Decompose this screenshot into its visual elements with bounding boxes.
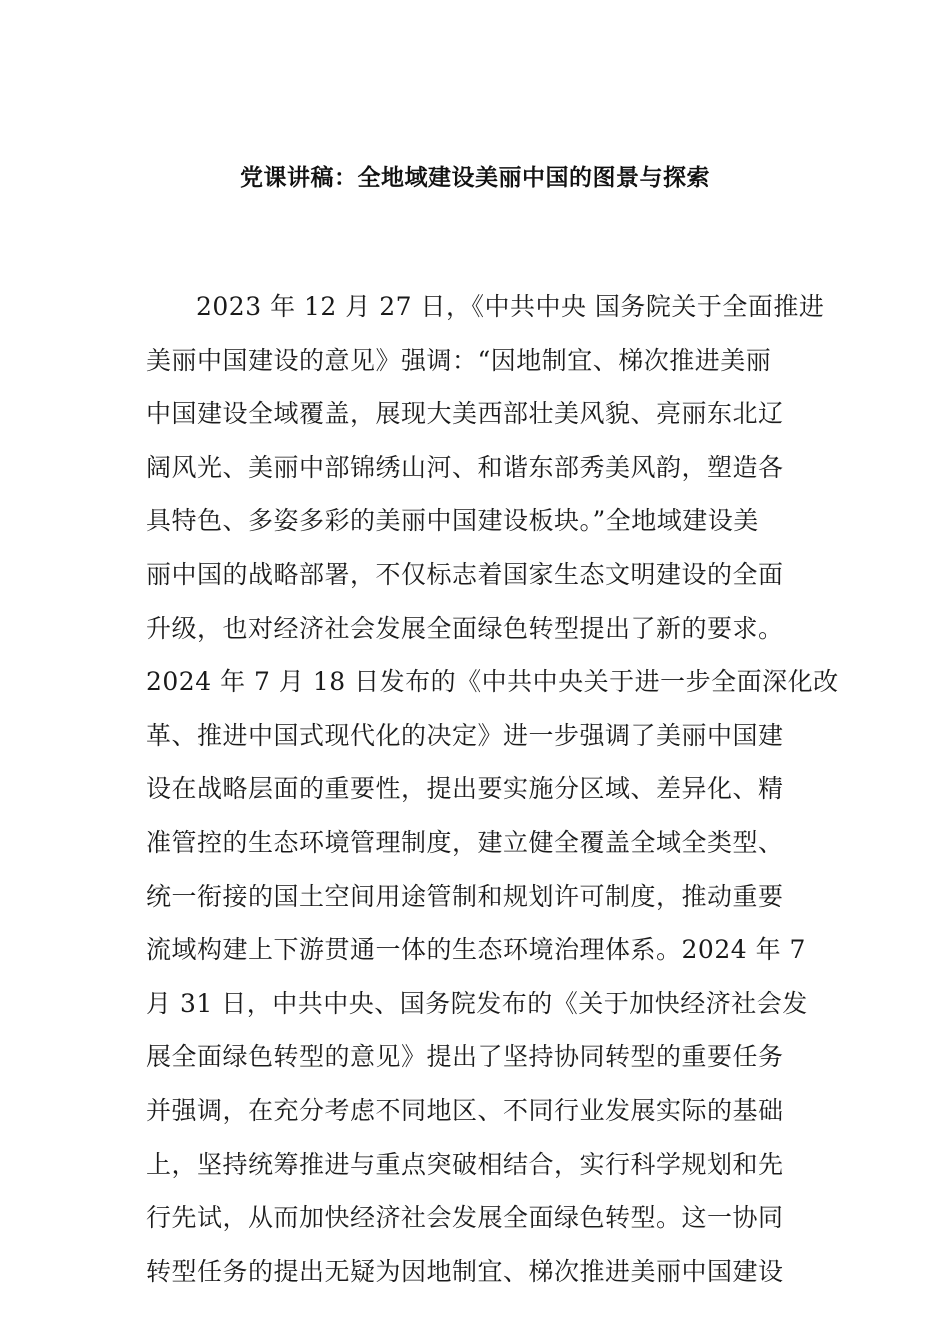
paragraph-line: 并强调，在充分考虑不同地区、不同行业发展实际的基础 [146,1095,784,1125]
page-title: 党课讲稿：全地域建设美丽中国的图景与探索 [240,165,710,191]
paragraph-line: 阔风光、美丽中部锦绣山河、和谐东部秀美风韵，塑造各 [146,452,784,482]
paragraph-line: 具特色、多姿多彩的美丽中国建设板块。”全地域建设美 [146,506,759,536]
paragraph-line: 统一衔接的国土空间用途管制和规划许可制度，推动重要 [146,881,784,911]
paragraph-line: 准管控的生态环境管理制度，建立健全覆盖全域全类型、 [146,827,784,857]
paragraph-line: 2023 年 12 月 27 日，《中共中央 国务院关于全面推进 [196,292,825,321]
paragraph-line: 2024 年 7 月 18 日发布的《中共中央关于进一步全面深化改 [146,667,839,697]
paragraph-line: 流域构建上下游贯通一体的生态环境治理体系。2024 年 7 [146,935,806,965]
body-paragraph [146,280,839,1298]
paragraph-line: 革、推进中国式现代化的决定》进一步强调了美丽中国建 [146,720,784,750]
paragraph-line: 上，坚持统筹推进与重点突破相结合，实行科学规划和先 [146,1149,784,1179]
paragraph-line: 丽中国的战略部署，不仅标志着国家生态文明建设的全面 [146,559,784,589]
paragraph-line: 转型任务的提出无疑为因地制宜、梯次推进美丽中国建设 [146,1256,784,1286]
paragraph-line: 展全面绿色转型的意见》提出了坚持协同转型的重要任务 [146,1042,784,1072]
paragraph-line: 设在战略层面的重要性，提出要实施分区域、差异化、精 [146,774,784,804]
paragraph-line: 美丽中国建设的意见》强调：“因地制宜、梯次推进美丽 [146,345,772,375]
paragraph-line: 月 31 日，中共中央、国务院发布的《关于加快经济社会发 [146,988,808,1018]
paragraph-line: 升级，也对经济社会发展全面绿色转型提出了新的要求。 [146,613,784,643]
paragraph-line: 中国建设全域覆盖，展现大美西部壮美风貌、亮丽东北辽 [146,399,784,429]
paragraph-line: 行先试，从而加快经济社会发展全面绿色转型。这一协同 [146,1203,784,1233]
